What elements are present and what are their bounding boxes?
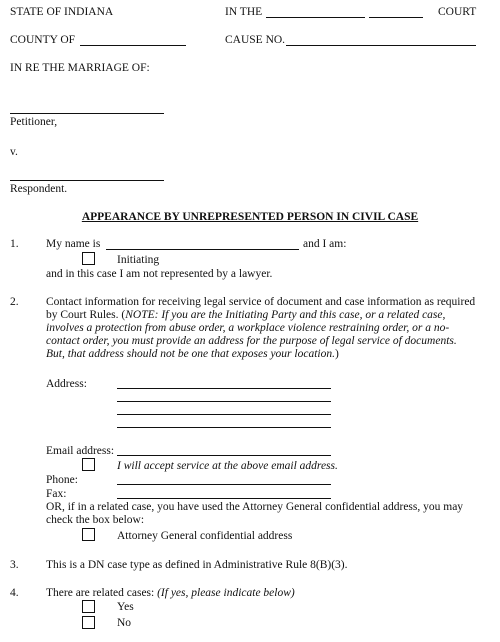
initiating-label: Initiating xyxy=(117,254,160,266)
court-label: COURT xyxy=(438,6,477,18)
versus-label: v. xyxy=(10,146,18,158)
item-4-number: 4. xyxy=(10,587,19,599)
name-suffix-label: and I am: xyxy=(303,238,347,250)
related-no-checkbox[interactable] xyxy=(82,616,95,629)
not-represented-text: and in this case I am not represented by a lawyer. xyxy=(46,268,273,280)
email-accept-label: I will accept service at the above email address. xyxy=(117,460,338,472)
county-field[interactable] xyxy=(80,45,186,46)
related-cases-label: There are related cases: xyxy=(46,587,155,599)
court-name-field[interactable] xyxy=(266,17,365,18)
in-the-label: IN THE xyxy=(225,6,263,18)
contact-info-note: NOTE: If you are the Initiating Party and this case, or a related case, involves a protection from abuse order, a workplace violence restraining order, or a no-contact order, you must provide an address for the purpose of legal service of documents. But, that address should not be one that exposes your location. xyxy=(46,309,457,360)
related-yes-checkbox[interactable] xyxy=(82,600,95,613)
address-line-1-field[interactable] xyxy=(117,388,331,389)
name-prefix-label: My name is xyxy=(46,238,101,250)
initiating-checkbox[interactable] xyxy=(82,252,95,265)
address-label: Address: xyxy=(46,378,87,390)
respondent-field[interactable] xyxy=(10,180,164,181)
county-label: COUNTY OF xyxy=(10,34,76,46)
ag-confidential-checkbox[interactable] xyxy=(82,528,95,541)
contact-info-close: ) xyxy=(334,348,339,360)
phone-label: Phone: xyxy=(46,474,78,486)
state-label: STATE OF INDIANA xyxy=(10,6,114,18)
fax-field[interactable] xyxy=(117,498,331,499)
in-re-marriage-label: IN RE THE MARRIAGE OF: xyxy=(10,62,150,74)
cause-no-label: CAUSE NO. xyxy=(225,34,286,46)
address-line-4-field[interactable] xyxy=(117,427,331,428)
name-field[interactable] xyxy=(106,249,299,250)
item-1-number: 1. xyxy=(10,238,19,250)
ag-confidential-label: Attorney General confidential address xyxy=(117,530,293,542)
ag-alternative-text: OR, if in a related case, you have used the Attorney General confidential address, you may check the box below: xyxy=(46,501,464,526)
email-accept-checkbox[interactable] xyxy=(82,458,95,471)
email-field[interactable] xyxy=(117,455,331,456)
related-cases-hint: (If yes, please indicate below) xyxy=(157,587,295,599)
related-cases-text xyxy=(46,587,295,600)
address-line-2-field[interactable] xyxy=(117,401,331,402)
respondent-label: Respondent. xyxy=(10,183,68,195)
cause-no-field[interactable] xyxy=(286,45,476,46)
petitioner-label: Petitioner, xyxy=(10,116,58,128)
petitioner-field[interactable] xyxy=(10,113,164,114)
dn-case-type-text: This is a DN case type as defined in Administrative Rule 8(B)(3). xyxy=(46,559,348,571)
contact-info-text: Contact information for receiving legal service of document and case information as required by Court Rules. ( xyxy=(46,296,476,321)
phone-field[interactable] xyxy=(117,484,331,485)
item-2-number: 2. xyxy=(10,296,19,308)
court-type-field[interactable] xyxy=(369,17,423,18)
form-title: APPEARANCE BY UNREPRESENTED PERSON IN CIVIL CASE xyxy=(81,211,419,223)
contact-info-paragraph xyxy=(46,296,478,361)
email-label: Email address: xyxy=(46,445,115,457)
related-yes-label: Yes xyxy=(117,601,134,613)
address-line-3-field[interactable] xyxy=(117,414,331,415)
related-no-label: No xyxy=(117,617,132,629)
fax-label: Fax: xyxy=(46,488,67,500)
item-3-number: 3. xyxy=(10,559,19,571)
